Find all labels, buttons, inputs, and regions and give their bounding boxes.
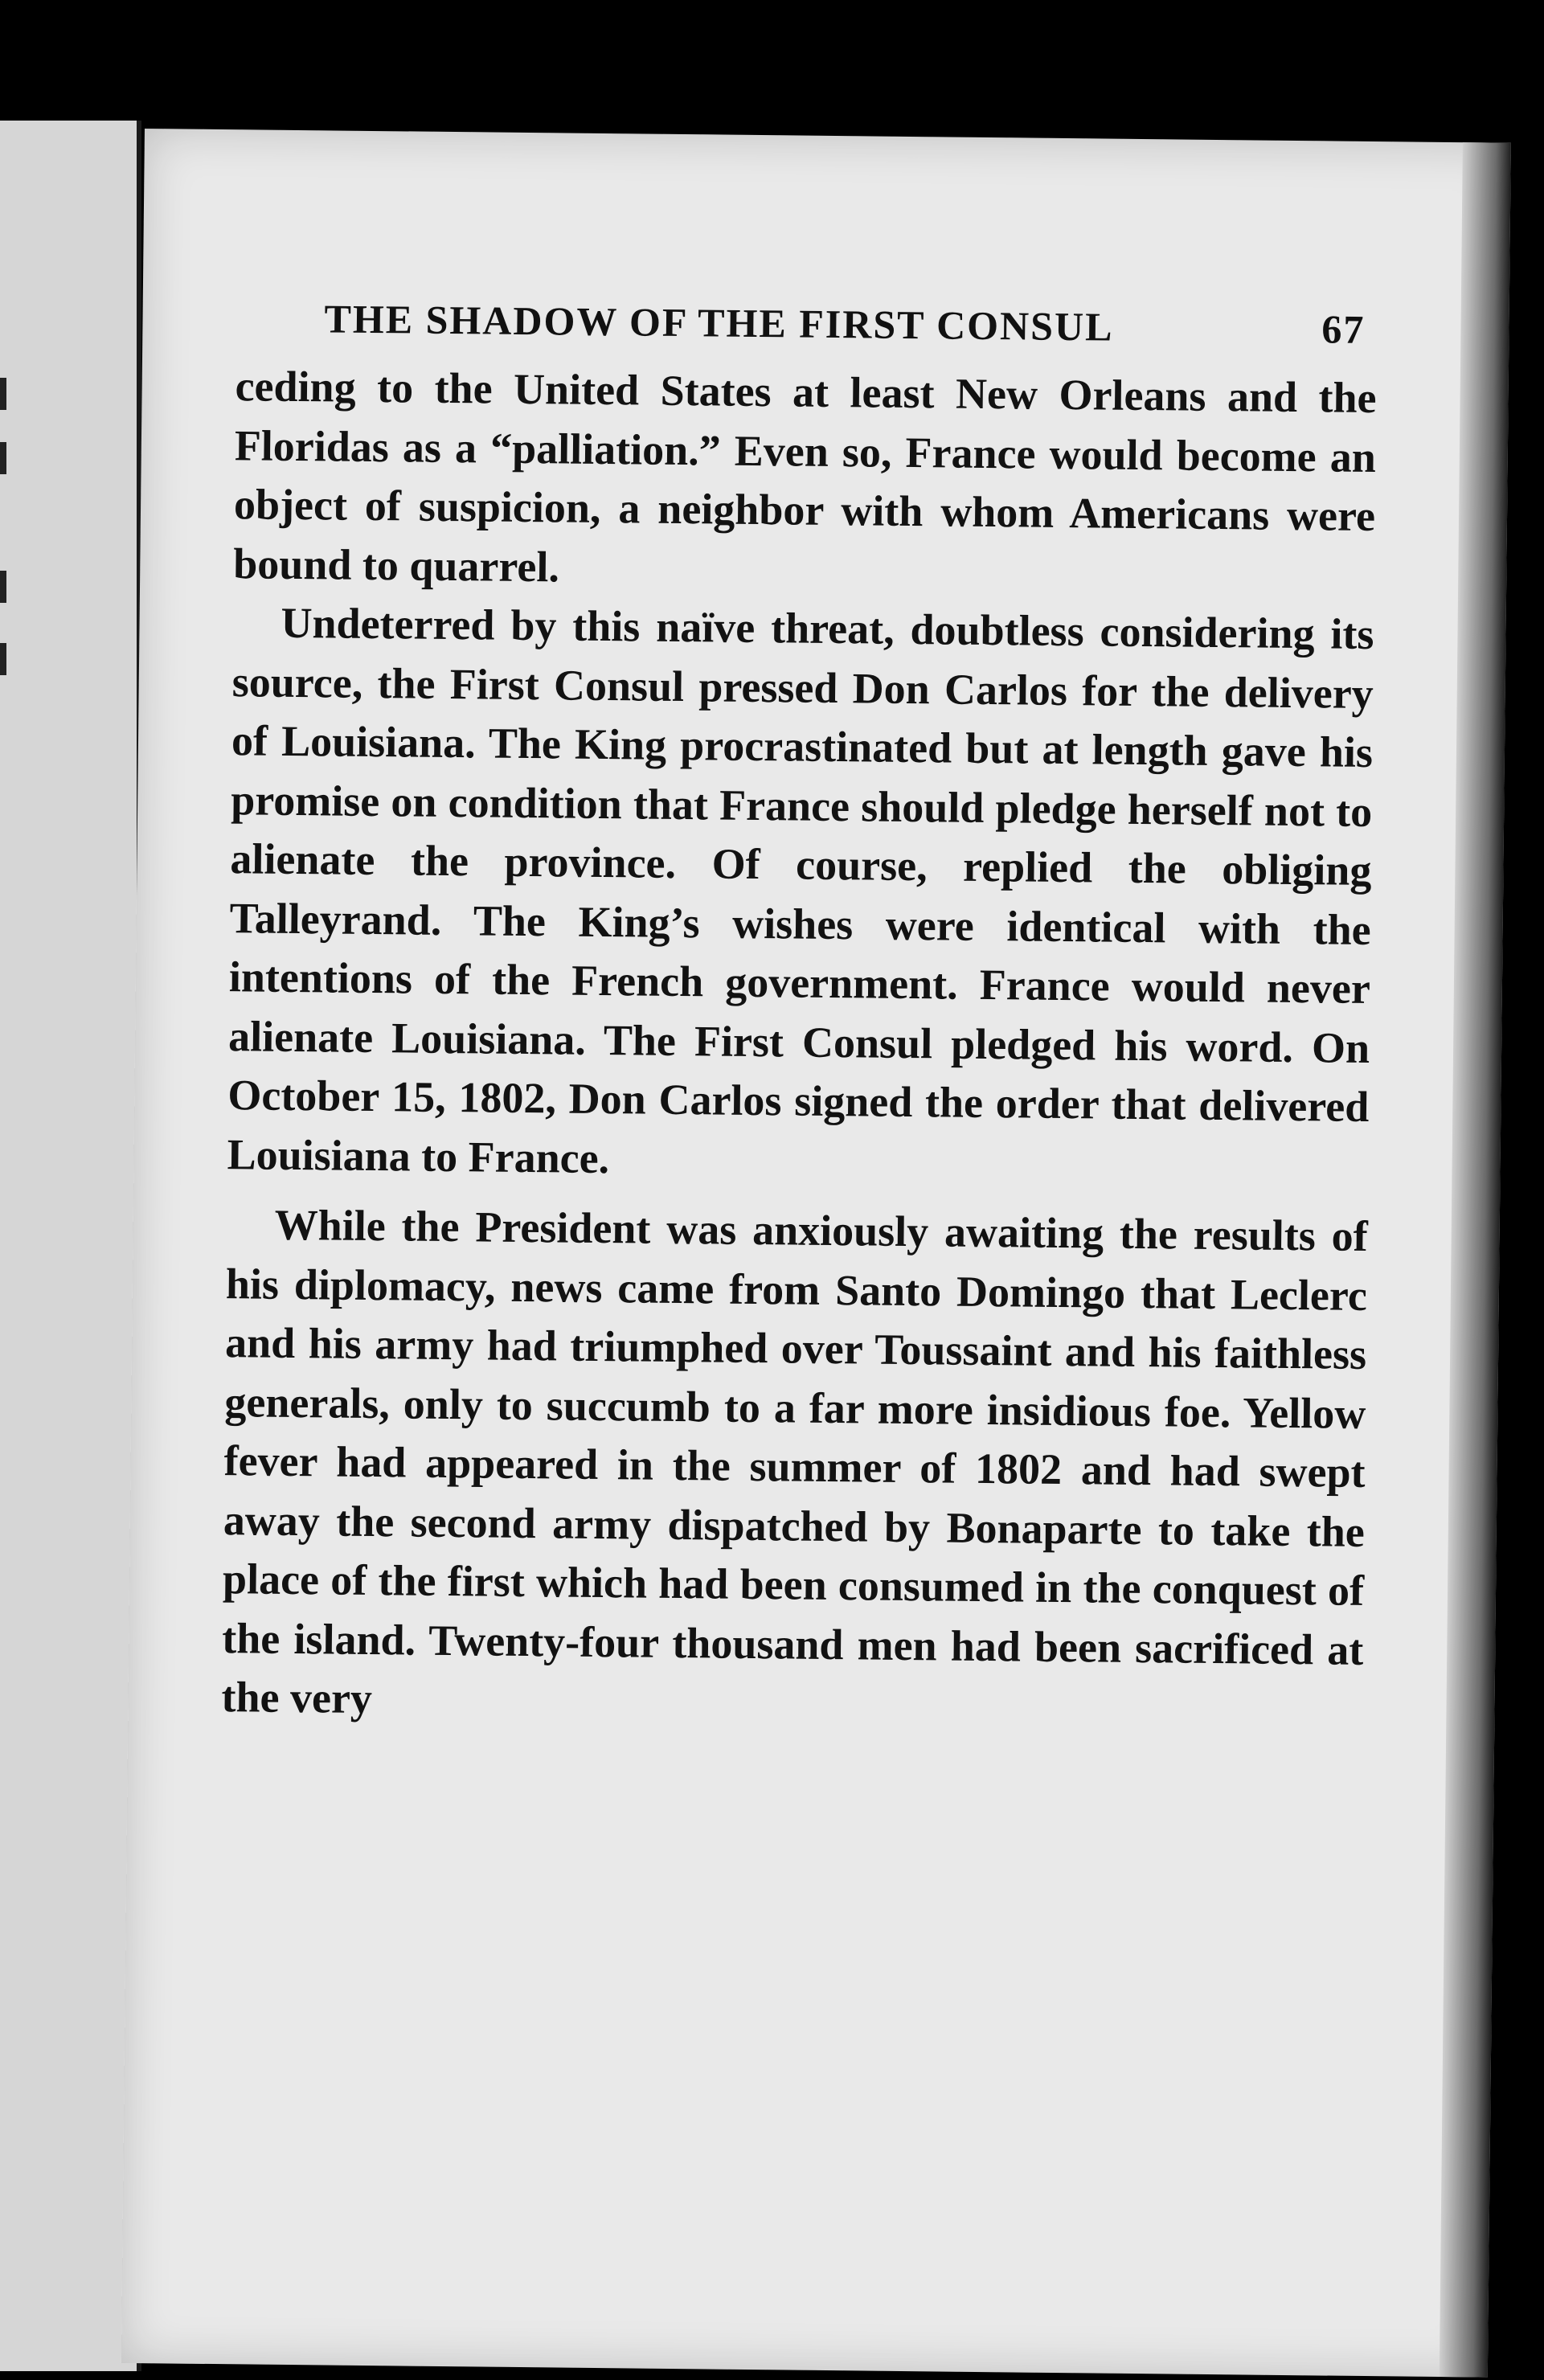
running-head [324,295,1366,353]
page-number: 67 [1321,306,1366,352]
page-binding-shadow [1440,142,1511,2377]
facing-page-edge [0,121,141,2371]
book-page [121,129,1511,2378]
facing-page-text-fragments [0,121,10,2371]
body-text [221,357,1377,1739]
running-head-title: THE SHADOW OF THE FIRST CONSUL [324,296,1114,350]
paragraph-continued: ceding to the United States at least New Orleans and the Floridas as a “palliation.” Even so, France would become an object of suspicion, a neighbor with whom Americans were bound to quarrel. [233,362,1377,591]
paragraph: Undeterred by this naïve threat, doubtless considering its source, the First Consul pressed Don Carlos for the delivery of Louisiana. The King procrastinated but at length gave his promise on condition that France should pledge herself not to alienate the province. Of course, replied the obliging Talleyrand. The King’s wishes were identical with the intentions of the French government. France would never alienate Louisiana. The First Consul pledged his word. On October 15, 1802, Don Carlos signed the order that delivered Louisiana to France. [227,598,1374,1182]
paragraph: While the President was anxiously awaiting the results of his diplomacy, news came from Santo Domingo that Leclerc and his army had triumphed over Toussaint and his faithless generals, only to succumb to a far more insidious foe. Yellow fever had appeared in the summer of 1802 and had swept away the second army dispatched by Bonaparte to take the place of the first which had been consumed in the conquest of the island. Twenty-four thousand men had been sacrificed at the very [221,1200,1368,1723]
